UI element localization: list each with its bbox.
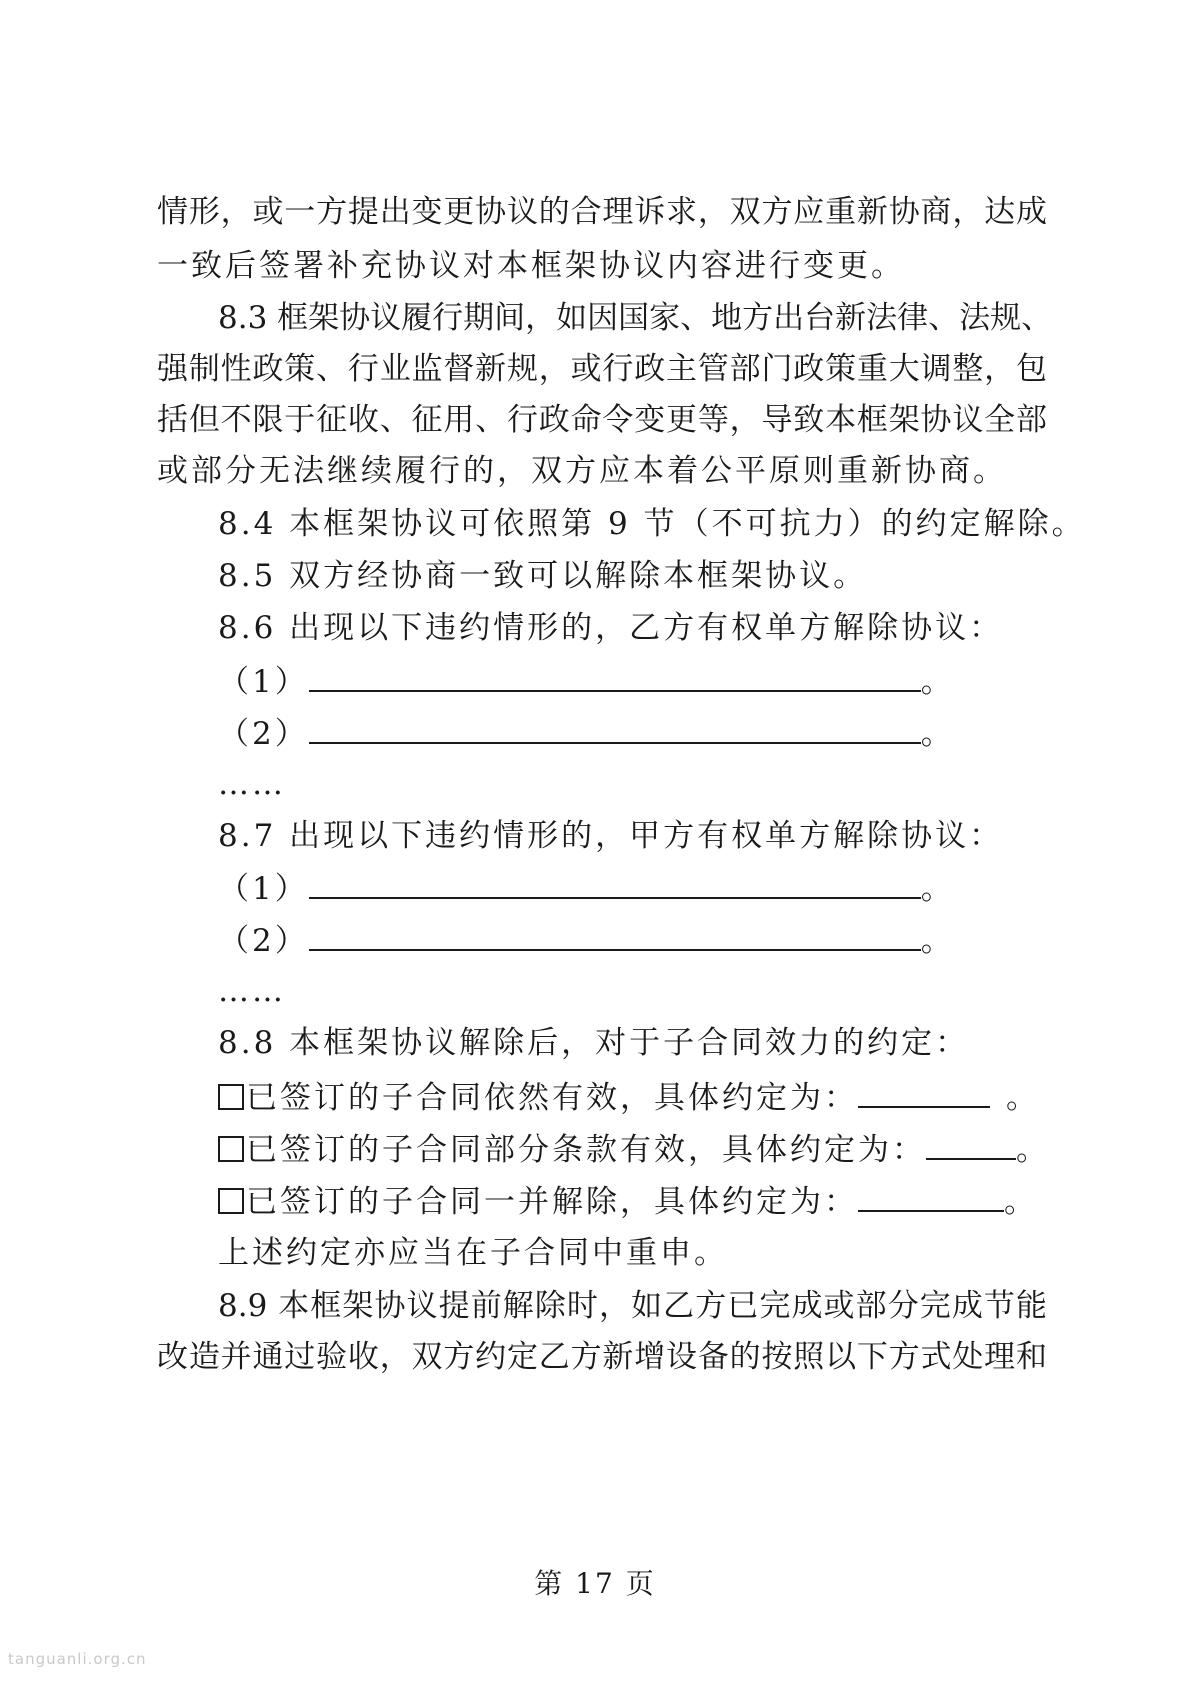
paragraph-line: 情形，或一方提出变更协议的合理诉求，双方应重新协商，达成 (157, 194, 1047, 230)
item-label: （2） (218, 716, 309, 752)
clause-8-5: 8.5 双方经协商一致可以解除本框架协议。 (218, 558, 868, 594)
list-item: （1） 。 (218, 654, 1108, 710)
list-item: （1） 。 (218, 861, 1108, 917)
checkbox[interactable] (218, 1084, 244, 1110)
item-label: （1） (218, 871, 309, 907)
page-number: 第 17 页 (534, 1567, 656, 1600)
ellipsis: …… (218, 766, 286, 802)
paragraph-line: 强制性政策、行业监督新规，或行政主管部门政策重大调整，包 (157, 351, 1047, 387)
paragraph-line: 8.9 本框架协议提前解除时，如乙方已完成或部分完成节能 (218, 1288, 1047, 1324)
paragraph-line: 8.3 框架协议履行期间，如因国家、地方出台新法律、法规、 (218, 300, 1053, 336)
option-row: 已签订的子合同一并解除，具体约定为： 。 (218, 1174, 1108, 1230)
checkbox[interactable] (218, 1188, 244, 1214)
watermark: tanguanli.org.cn (8, 1650, 147, 1668)
item-label: （1） (218, 664, 309, 700)
fill-in-blank[interactable] (858, 1076, 990, 1108)
option-row: 已签订的子合同部分条款有效，具体约定为： 。 (218, 1122, 1108, 1178)
list-item: （2） 。 (218, 913, 1108, 969)
clause-8-8: 8.8 本框架协议解除后，对于子合同效力的约定： (218, 1025, 970, 1061)
clause-8-4: 8.4 本框架协议可依照第 9 节（不可抗力）的约定解除。 (218, 506, 1086, 542)
ellipsis: …… (218, 973, 286, 1009)
paragraph-line: 一致后签署补充协议对本框架协议内容进行变更。 (157, 248, 905, 284)
paragraph-line: 括但不限于征收、征用、行政命令变更等，导致本框架协议全部 (157, 402, 1047, 438)
fill-in-blank[interactable] (309, 712, 921, 744)
fill-in-blank[interactable] (926, 1128, 1016, 1160)
clause-8-7: 8.7 出现以下违约情形的，甲方有权单方解除协议： (218, 818, 1004, 854)
fill-in-blank[interactable] (309, 919, 921, 951)
item-label: （2） (218, 923, 309, 959)
option-row: 已签订的子合同依然有效，具体约定为： 。 (218, 1070, 1108, 1126)
paragraph-line: 或部分无法继续履行的，双方应本着公平原则重新协商。 (157, 453, 1007, 489)
fill-in-blank[interactable] (309, 867, 921, 899)
checkbox[interactable] (218, 1136, 244, 1162)
paragraph: 上述约定亦应当在子合同中重申。 (218, 1235, 728, 1271)
paragraph-line: 改造并通过验收，双方约定乙方新增设备的按照以下方式处理和 (157, 1339, 1047, 1375)
clause-8-6: 8.6 出现以下违约情形的，乙方有权单方解除协议： (218, 610, 1004, 646)
fill-in-blank[interactable] (309, 660, 921, 692)
list-item: （2） 。 (218, 706, 1108, 762)
fill-in-blank[interactable] (858, 1180, 1004, 1212)
